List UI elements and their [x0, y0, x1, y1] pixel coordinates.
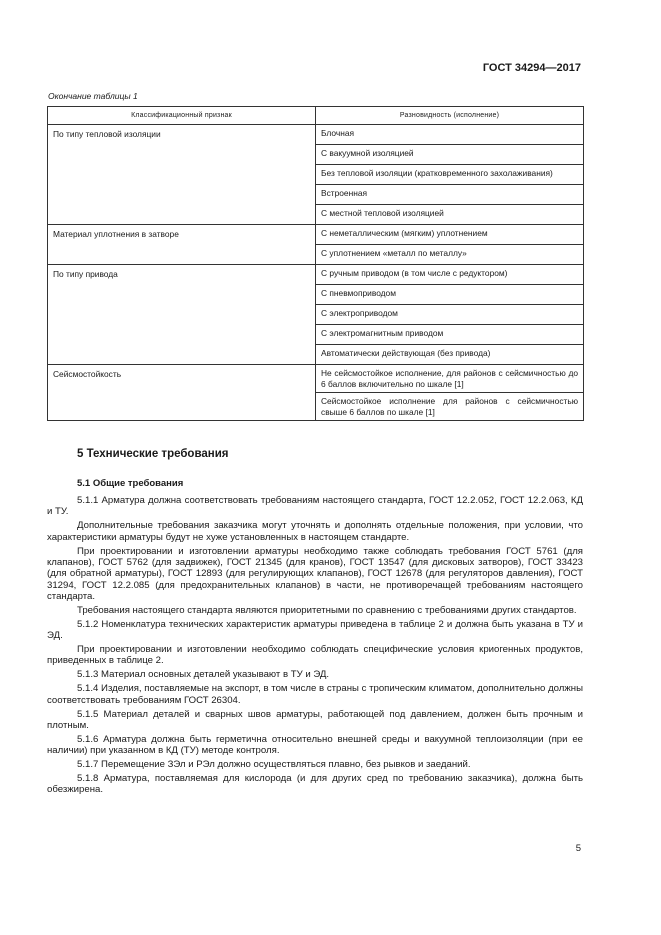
- page-number: 5: [575, 843, 581, 854]
- table-header-row: [48, 107, 584, 125]
- variant-cell: С неметаллическим (мягким) уплотнением: [316, 225, 584, 245]
- paragraph: 5.1.1 Арматура должна соответствовать требованиям настоящего стандарта, ГОСТ 12.2.052, ГОСТ 12.2.063, КД и ТУ.: [47, 495, 583, 518]
- variant-cell: С электроприводом: [316, 305, 584, 325]
- subsection-title: 5.1 Общие требования: [77, 478, 184, 489]
- variant-cell: С вакуумной изоляцией: [316, 145, 584, 165]
- table-row: [48, 225, 584, 245]
- table-row: [48, 365, 584, 393]
- variant-cell: Встроенная: [316, 185, 584, 205]
- paragraph: 5.1.3 Материал основных деталей указывают в ТУ и ЭД.: [77, 669, 330, 681]
- paragraph: При проектировании и изготовлении арматуры необходимо также соблюдать требования ГОСТ 5761 (для клапанов), ГОСТ 5762 (для задвижек), ГОСТ 21345 (для кранов), ГОСТ 13547 (для дисковых затворов), ГОСТ 33423 (для обратной арматуры), ГОСТ 12893 (для регулирующих клапанов), ГОСТ 12678 (для регуляторов давления), ГОСТ 31294, ГОСТ 12.2.085 (для предохранительных клапанов) в части, не противоречащей требованиям настоящего стандарта.: [47, 545, 583, 602]
- variant-cell: Не сейсмостойкое исполнение, для районов с сейсмичностью до 6 баллов включительно по шкале [1]: [316, 365, 584, 393]
- classification-table: [47, 106, 584, 421]
- variant-cell: С электромагнитным приводом: [316, 325, 584, 345]
- variant-cell: С уплотнением «металл по металлу»: [316, 245, 584, 265]
- variant-cell: С ручным приводом (в том числе с редуктором): [316, 265, 584, 285]
- feature-cell: Материал уплотнения в затворе: [48, 225, 316, 265]
- feature-cell: По типу тепловой изоляции: [48, 125, 316, 225]
- paragraph: 5.1.6 Арматура должна быть герметична относительно внешней среды и вакуумной теплоизоляции (при ее наличии) при указанном в КД (ТУ) методе контроля.: [47, 733, 583, 757]
- paragraph: 5.1.5 Материал деталей и сварных швов арматуры, работающей под давлением, должен быть прочным и плотным.: [47, 708, 583, 731]
- section-title: 5 Технические требования: [77, 448, 229, 460]
- document-code: ГОСТ 34294—2017: [482, 62, 581, 74]
- feature-cell: Сейсмостойкость: [48, 365, 316, 421]
- variant-cell: С местной тепловой изоляцией: [316, 205, 584, 225]
- table-row: [48, 125, 584, 145]
- variant-cell: Автоматически действующая (без привода): [316, 345, 584, 365]
- paragraph: 5.1.7 Перемещение ЗЭл и РЭл должно осуществляться плавно, без рывков и заеданий.: [77, 759, 471, 771]
- paragraph: 5.1.2 Номенклатура технических характеристик арматуры приведена в таблице 2 и должна быть указана в ТУ и ЭД.: [47, 618, 583, 642]
- section-body: [47, 495, 583, 798]
- feature-cell: По типу привода: [48, 265, 316, 365]
- table-caption: Окончание таблицы 1: [48, 91, 138, 101]
- variant-cell: Блочная: [316, 125, 584, 145]
- column-header-variant: Разновидность (исполнение): [316, 107, 584, 125]
- paragraph: 5.1.4 Изделия, поставляемые на экспорт, в том числе в страны с тропическим климатом, дополнительно должны соответствовать требованиям ГОСТ 26304.: [47, 683, 583, 706]
- column-header-feature: Классификационный признак: [48, 107, 316, 125]
- paragraph: При проектировании и изготовлении необходимо соблюдать специфические условия криогенных продуктов, приведенных в таблице 2.: [47, 644, 583, 667]
- paragraph: Дополнительные требования заказчика могут уточнять и дополнять отдельные положения, при условии, что характеристики арматуры будут не хуже установленных в настоящем стандарте.: [47, 520, 583, 543]
- variant-cell: Сейсмостойкое исполнение для районов с сейсмичностью свыше 6 баллов по шкале [1]: [316, 393, 584, 421]
- variant-cell: Без тепловой изоляции (кратковременного захолаживания): [316, 165, 584, 185]
- table-row: [48, 265, 584, 285]
- paragraph: Требования настоящего стандарта являются приоритетными по сравнению с требованиями других стандартов.: [77, 604, 577, 616]
- variant-cell: С пневмоприводом: [316, 285, 584, 305]
- paragraph: 5.1.8 Арматура, поставляемая для кислорода (и для других сред по требованию заказчика), должна быть обезжирена.: [47, 773, 583, 796]
